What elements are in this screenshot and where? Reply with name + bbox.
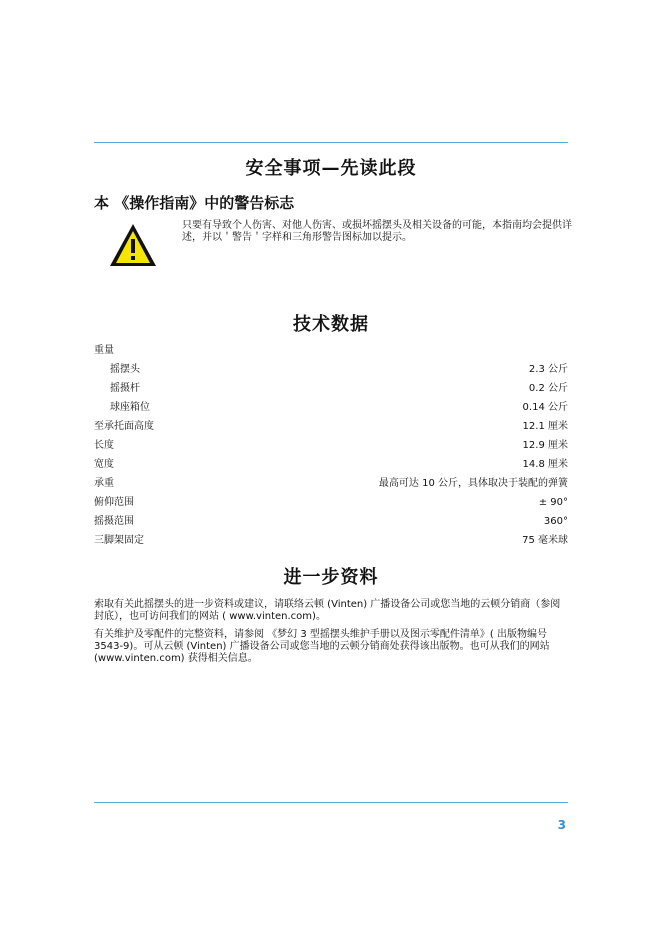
spec-value: 14.8 厘米 <box>522 459 568 470</box>
spec-label: 长度 <box>94 440 114 451</box>
spec-row <box>94 512 568 531</box>
warning-description: 只要有导致个人伤害、对他人伤害、或损坏摇摆头及相关设备的可能，本指南均会提供详述，并以＇警告＇字样和三角形警告图标加以提示。 <box>182 220 572 243</box>
tech-data-heading: 技术数据 <box>293 314 369 335</box>
spec-row <box>94 455 568 474</box>
spec-value: 最高可达 10 公斤，具体取决于装配的弹簧 <box>378 478 568 489</box>
page-number: 3 <box>557 818 566 832</box>
warning-triangle-icon <box>108 222 158 268</box>
spec-row <box>94 531 568 550</box>
contact-paragraph: 索取有关此摇摆头的进一步资料或建议，请联络云顿 (Vinten) 广播设备公司或您当地的云顿分销商（参阅封底），也可访问我们的网站 ( www.vinten.com)。 <box>94 599 561 622</box>
spec-value: 0.2 公斤 <box>528 383 568 394</box>
specs-table <box>94 341 568 550</box>
spec-value: 360° <box>543 516 568 527</box>
spec-value: 12.1 厘米 <box>522 421 568 432</box>
spec-value: 2.3 公斤 <box>528 364 568 375</box>
spec-row <box>94 474 568 493</box>
spec-label: 宽度 <box>94 459 114 470</box>
spec-label: 三脚架固定 <box>94 535 144 546</box>
spec-row <box>94 417 568 436</box>
spec-row <box>94 398 568 417</box>
spec-value: 12.9 厘米 <box>522 440 568 451</box>
spec-row <box>94 341 568 360</box>
spec-label: 球座箱位 <box>110 402 150 413</box>
top-rule <box>94 142 568 143</box>
spec-row <box>94 360 568 379</box>
spec-value: 0.14 公斤 <box>522 402 568 413</box>
safety-heading: 安全事项—先读此段 <box>245 158 417 179</box>
spec-label: 摇摄范围 <box>94 516 134 527</box>
bottom-rule <box>94 802 568 803</box>
warning-marks-heading: 本 《操作指南》中的警告标志 <box>94 194 295 212</box>
spec-row <box>94 493 568 512</box>
spec-label: 承重 <box>94 478 114 489</box>
spec-value: ± 90° <box>538 497 568 508</box>
spec-label: 摇摆头 <box>110 364 140 375</box>
spec-value: 75 毫米球 <box>522 535 568 546</box>
maintenance-paragraph: 有关维护及零配件的完整资料，请参阅 《梦幻 3 型摇摆头维护手册以及图示零配件清单》( 出版物编号 3543-9)。可从云顿 (Vinten) 广播设备公司或您当地的云顿分销商处获得该出版物。也可从我们的网站 (www.vinten.com) 获得相关信息。 <box>94 629 550 664</box>
spec-label: 俯仰范围 <box>94 497 134 508</box>
spec-row <box>94 436 568 455</box>
further-info-heading: 进一步资料 <box>283 567 379 588</box>
spec-label: 摇摄杆 <box>110 383 140 394</box>
spec-row <box>94 379 568 398</box>
spec-label: 至承托面高度 <box>94 421 154 432</box>
spec-label: 重量 <box>94 345 114 356</box>
